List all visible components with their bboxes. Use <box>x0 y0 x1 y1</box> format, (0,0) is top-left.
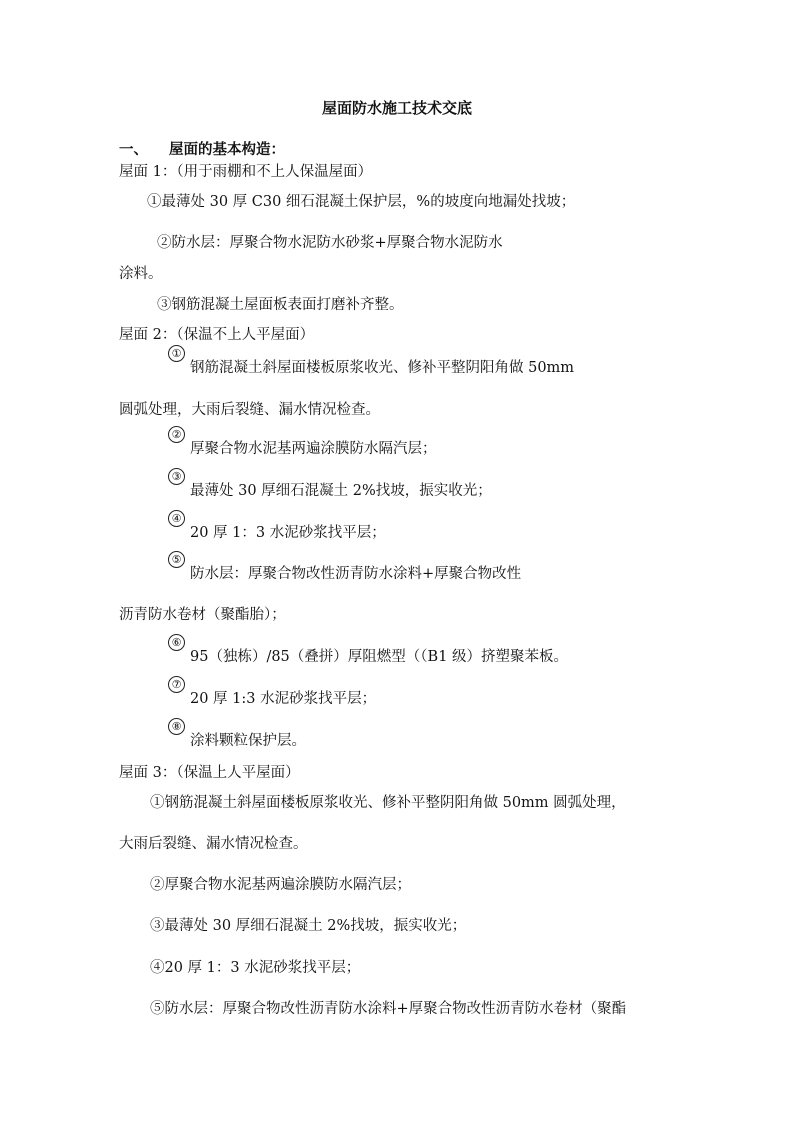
item-number-circle: ① <box>168 345 185 362</box>
roof3-line-3: ③最薄处 30 厚细石混凝土 2%找坡，振实收光； <box>150 918 467 934</box>
item-number-circle: ③ <box>168 468 185 485</box>
roof2-item-text: 最薄处 30 厚细石混凝土 2%找坡，振实收光； <box>190 483 492 499</box>
document-title: 屋面防水施工技术交底 <box>321 99 472 117</box>
roof2-item-text: 厚聚合物水泥基两遍涂膜防水隔汽层； <box>190 441 437 457</box>
roof2-item-text: 20 厚 1：3 水泥砂浆找平层； <box>190 525 386 541</box>
roof2-item-text: 钢筋混凝土斜屋面楼板原浆收光、修补平整阴阳角做 50mm <box>190 360 575 376</box>
roof1-heading: 屋面 1：（用于雨棚和不上人保温屋面） <box>119 164 373 180</box>
roof3-heading: 屋面 3：（保温上人平屋面） <box>119 765 300 781</box>
roof3-line-1-cont: 大雨后裂缝、漏水情况检查。 <box>119 836 308 852</box>
item-number-circle: ⑧ <box>168 718 185 735</box>
roof1-line-2: ②防水层：厚聚合物水泥防水砂浆+厚聚合物水泥防水 <box>157 235 503 251</box>
item-number-circle: ⑥ <box>168 634 185 651</box>
roof3-line-4: ④20 厚 1：3 水泥砂浆找平层； <box>150 960 361 976</box>
roof2-item-text: 涂料颗粒保护层。 <box>190 733 306 749</box>
item-number-circle: ⑦ <box>168 676 185 693</box>
roof1-line-2-cont: 涂料。 <box>119 266 163 282</box>
roof2-item-cont: 沥青防水卷材（聚酯胎）； <box>119 607 286 623</box>
roof2-item-text: 95（独栋）/85（叠拼）厚阻燃型（（B1 级）挤塑聚苯板。 <box>190 649 569 665</box>
roof3-line-2: ②厚聚合物水泥基两遍涂膜防水隔汽层； <box>150 877 411 893</box>
item-number-circle: ⑤ <box>168 551 185 568</box>
section-title: 屋面的基本构造： <box>169 141 285 158</box>
roof3-line-5: ⑤防水层：厚聚合物改性沥青防水涂料+厚聚合物改性沥青防水卷材（聚酯 <box>150 1001 627 1017</box>
roof2-heading: 屋面 2：（保温不上人平屋面） <box>119 327 315 343</box>
roof2-item-text: 20 厚 1:3 水泥砂浆找平层； <box>190 691 377 707</box>
roof1-line-3: ③钢筋混凝土屋面板表面打磨补齐整。 <box>157 297 404 313</box>
roof2-item-text: 防水层：厚聚合物改性沥青防水涂料+厚聚合物改性 <box>190 566 522 582</box>
item-number-circle: ④ <box>168 510 185 527</box>
roof1-line-1: ①最薄处 30 厚 C30 细石混凝土保护层，%的坡度向地漏处找坡； <box>147 194 576 210</box>
roof3-line-1: ①钢筋混凝土斜屋面楼板原浆收光、修补平整阴阳角做 50mm 圆弧处理， <box>150 795 626 811</box>
item-number-circle: ② <box>168 426 185 443</box>
section-number: 一、 <box>119 141 148 158</box>
roof2-item-cont: 圆弧处理，大雨后裂缝、漏水情况检查。 <box>119 402 380 418</box>
